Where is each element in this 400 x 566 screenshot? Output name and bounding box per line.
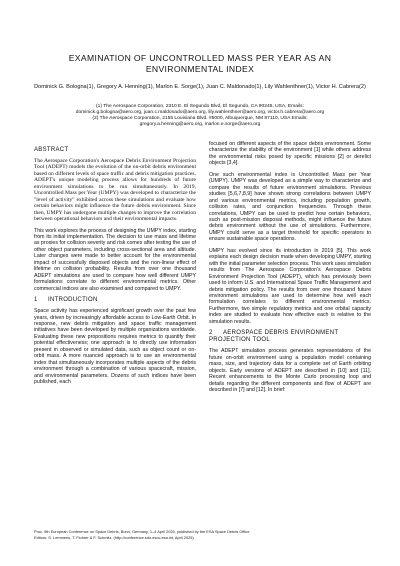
section-number: 1 [34, 297, 38, 304]
section-heading [34, 297, 196, 304]
left-column [34, 143, 196, 391]
section-number: 2 [209, 330, 213, 337]
abstract-paragraph: This work explores the process of designing the UMPY index, starting from its initial implementation. The decision to use mass and lifetime as proxies for collision severity and risk comes after testing the use of other object parameters, including cross-sectional area and altitude. Later changes were made to better account for the environmental impact of successfully disposed objects and the non-linear effect of lifetime on collision probability. Results from over one thousand ADEPT simulations are used to compare how well different UMPY formulations correlate to different environmental metrics. Other commercial indices are also examined and compared to UMPY. [34, 227, 196, 292]
author-list: Dominick G. Bologna(1), Gregory A. Henning(1), Marlon E. Sorge(1), Juan C. Maldonado(1), Lily Wahlenthner(1), Victor H. Cabrera(2) [34, 84, 366, 90]
body-paragraph: The ADEPT simulation process generates representations of the future on-orbit environment using a population model containing mass, size, and trajectory data for a complete set of Earth orbiting objects. Early versions of ADEPT are described in [10] and [11]. Recent enhancements to the Monte Carlo processing loop and details regarding the different components and flow of ADEPT are described in [7] and [12]. In brief: [209, 348, 371, 393]
paper-title: EXAMINATION OF UNCONTROLLED MASS PER YEAR AS AN ENVIRONMENTAL INDEX [68, 53, 332, 74]
section-heading [209, 330, 371, 344]
affiliation-emails: gregory.a.henning@aero.org, marlon.e.sorge@aero.org [139, 122, 261, 128]
body-paragraph: UMPY has evolved since its introduction in 2019 [5]. This work explains each design decision made when developing UMPY, starting with the initial parameter selection process. This work uses simulation results from The Aerospace Corporation's Aerospace Debris Environment Projection Tool (ADEPT), which has previously been used to inform U.S. and International Space Traffic Management and debris mitigation policy. The results from over one thousand future environment simulations are used to determine how well each formulation correlates to different environmental metrics. Furthermore, two simple regulatory metrics and one orbital capacity index are studied to evaluate how effective each is relative to the simulation results. [209, 247, 371, 325]
footer-line: Editors: S. Lemmens, T. Flohrer & F. Schmitz, (http://conference.sdo.esoc.esa.int, April 2025) [34, 534, 194, 540]
affiliations [26, 104, 374, 128]
affiliation-emails: dominick.g.bologna@aero.org, juan.c.maldonado@aero.org, lily.wahlenthner@aero.org, victor.h.cabrera@aero.org [75, 110, 325, 116]
abstract-paragraph: The Aerospace Corporation's Aerospace Debris Environment Projection Tool (ADEPT) models the evolution of the on-orbit debris environment based on different levels of space traffic and debris mitigation practices. ADEPT's unique modeling process allows for hundreds of future environment simulations to be run simultaneously. In 2019, Uncontrolled Mass per Year (UMPY) was developed to characterize the "level of activity" exhibited across these simulations and evaluate how certain behaviors might influence the future debris environment. Since then, UMPY has undergone multiple changes to improve the correlation between operational behaviors and their environmental impacts. [34, 158, 196, 223]
body-paragraph: focused on different aspects of the space debris environment. Some characterize the stability of the environment [1] while others address the environmental risks posed by specific missions [2] or derelict objects [3,4]. [209, 141, 371, 167]
section-title: AEROSPACE DEBRIS ENVIRONMENT PROJECTION TOOL [209, 330, 339, 344]
affiliation-line: (2) The Aerospace Corporation, 2155 Louisiana Blvd. #5000, Albuquerque, NM 87110, USA Emails: [92, 116, 308, 122]
body-paragraph: One such environmental index is Uncontrolled Mass per Year (UMPY). UMPY was developed as a simple way to characterize and compare the results of future environment simulations. Previous studies [5,6,7,8,9] have shown strong correlations between UMPY and various environmental metrics, including population growth, collision rates, and conjunction frequencies. Through these correlations, UMPY can be used to predict how certain behaviors, such as post-mission disposal methods, might influence the future debris environment without the use of simulations. Furthermore, UMPY could serve as a target threshold for specific operators to ensure sustainable space operations. [209, 171, 371, 243]
proceedings-footer [34, 529, 374, 540]
right-column [209, 141, 371, 398]
body-paragraph: Space activity has experienced significant growth over the past few years, driven by increasingly affordable access to Low-Earth Orbit. In response, new debris mitigation and space traffic management initiatives have been developed by multiple organizations worldwide. Evaluating these new propositions requires metrics to quantify their potential effectiveness; one approach is to directly use information present in observed or simulated data, such as object count or on-orbit mass. A more nuanced approach is to use an environmental index that simultaneously incorporates multiple aspects of the debris environment through a combination of various spacecraft, mission, and environmental parameters. Dozens of such indices have been published, each [34, 308, 196, 386]
footer-line: Proc. 9th European Conference on Space Debris, Bonn, Germany, 1–4 April 2025, published by the ESA Space Debris Office [34, 529, 250, 534]
section-title: INTRODUCTION [48, 297, 98, 304]
affiliation-line: (1) The Aerospace Corporation, 2310 E. El Segundo Blvd, El Segundo, CA 90245, USA, Emails: [96, 104, 304, 109]
abstract-heading: ABSTRACT [34, 147, 69, 153]
